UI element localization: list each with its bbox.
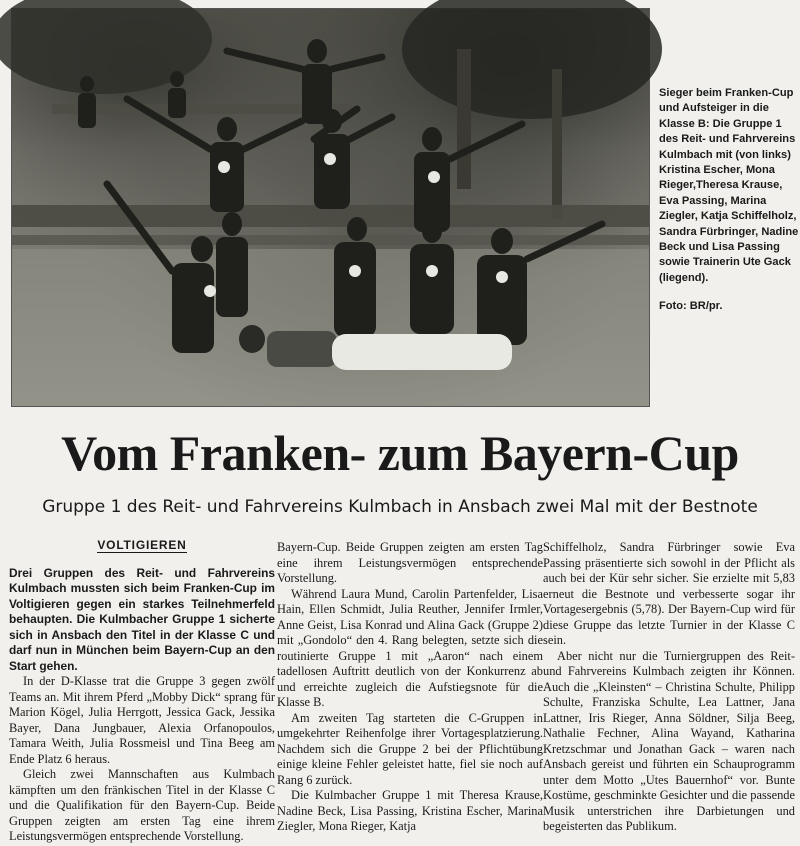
photo-credit: Foto: BR/pr. xyxy=(659,300,723,313)
article-paragraph-continued: Schiffelholz, Sandra Fürbringer sowie Eva Passing präsentierte sich sowohl in der Pflicht als auch bei der Kür sehr sicher. Sie erzielte mit 5,83 erneut die Bestnote und verbesserte sogar ihr Vortagesergebnis (5,78). Der Bayern-Cup wird für diese Gruppe das letzte Turnier in der Klasse C sein. xyxy=(543,540,795,647)
article-column-3 xyxy=(543,540,795,835)
article-lead: Drei Gruppen des Reit- und Fahrvereins Kulmbach mussten sich beim Franken-Cup im Voltigieren gegen ein starkes Teilnehmerfeld behaupten. Die Kulmbacher Gruppe 1 sicherte sich in Ansbach den Titel in der Klasse C und darf nun in München beim Bayern-Cup an den Start gehen. xyxy=(9,565,275,673)
caption-text: Sieger beim Franken-Cup und Aufsteiger in die Klasse B: Die Gruppe 1 des Reit- und Fahrvereins Kulmbach mit (von links) Kristina Escher, Mona Rieger,Theresa Krause, Eva Passing, Marina Ziegler, Katja Schiffelholz, Sandra Fürbringer, Nadine Beck und Lisa Passing sowie Trainerin Ute Gack (liegend). xyxy=(659,87,799,284)
subheadline: Gruppe 1 des Reit- und Fahrvereins Kulmbach in Ansbach zwei Mal mit der Bestnote xyxy=(42,497,758,517)
photo-caption xyxy=(659,86,799,315)
team-photo xyxy=(11,8,650,407)
photo-illustration xyxy=(12,9,649,406)
article-paragraph: Die Kulmbacher Gruppe 1 mit Theresa Krause, Nadine Beck, Lisa Passing, Kristina Escher, Marina Ziegler, Mona Rieger, Katja xyxy=(277,788,543,833)
article-paragraph: Während Laura Mund, Carolin Partenfelder, Lisa Hain, Ellen Schmidt, Julia Reuther, Jennifer Irmler, Anne Geist, Lisa Konrad und Alina Gack (Gruppe 2) mit „Gondolo“ den 4. Rang belegten, setzte sich die routinierte Gruppe 1 mit „Aaron“ nach einem tadellosen Auftritt deutlich von der Konkurrenz ab und erreichte zugleich die Aufstiegsnote für die Klasse B. xyxy=(277,586,543,709)
article-paragraph: In der D-Klasse trat die Gruppe 3 gegen zwölf Teams an. Mit ihrem Pferd „Mobby Dick“ sprang für Marion Kögel, Julia Herrgott, Jessica Gack, Jessika Bayer, Dana Jungbauer, Alexia Orfanopoulos, Tamara Weith, Julia Rossmeisl und Tina Beeg am Ende Platz 6 heraus. xyxy=(9,674,275,766)
article-paragraph: Gleich zwei Mannschaften aus Kulmbach kämpften um den fränkischen Titel in der Klasse C und die Qualifikation für den Bayern-Cup. Beide Gruppen zeigten am ersten Tag eine ihrem Leistungsvermögen entsprechende Vorstellung. xyxy=(9,767,275,843)
kicker-text: VOLTIGIEREN xyxy=(97,538,187,552)
article-column-2 xyxy=(277,540,543,835)
article-paragraph: Am zweiten Tag starteten die C-Gruppen in umgekehrter Reihenfolge ihrer Vortagesplatzierung. Nachdem sich die Gruppe 2 bei der Pflichtübung einige kleine Fehler geleistet hatte, fiel sie noch auf Rang 6 zurück. xyxy=(277,710,543,787)
section-kicker xyxy=(9,538,275,554)
article-column-1 xyxy=(9,538,275,843)
article-paragraph: Aber nicht nur die Turniergruppen des Reit- und Fahrvereins Kulmbach zeigten ihr Können. Auch die „Kleinsten“ – Christina Schulte, Philipp Schulte, Franziska Schulte, Lea Lattner, Jana Lattner, Iris Rieger, Anna Söldner, Silja Beeg, Nathalie Fechner, Alina Wayand, Katharina Kretzschmar und Jonathan Gack – waren nach Ansbach gereist und führten ein Schauprogramm unter dem Motto „Utes Bauernhof“ vor. Bunte Kostüme, geschminkte Gesichter und die passende Musik unterstrichen ihre Darbietungen und begeisterten das Publikum. xyxy=(543,648,795,833)
article-paragraph-continued: Bayern-Cup. Beide Gruppen zeigten am ersten Tag eine ihrem Leistungsvermögen entsprechende Vorstellung. xyxy=(277,540,543,585)
headline: Vom Franken- zum Bayern-Cup xyxy=(61,425,739,481)
